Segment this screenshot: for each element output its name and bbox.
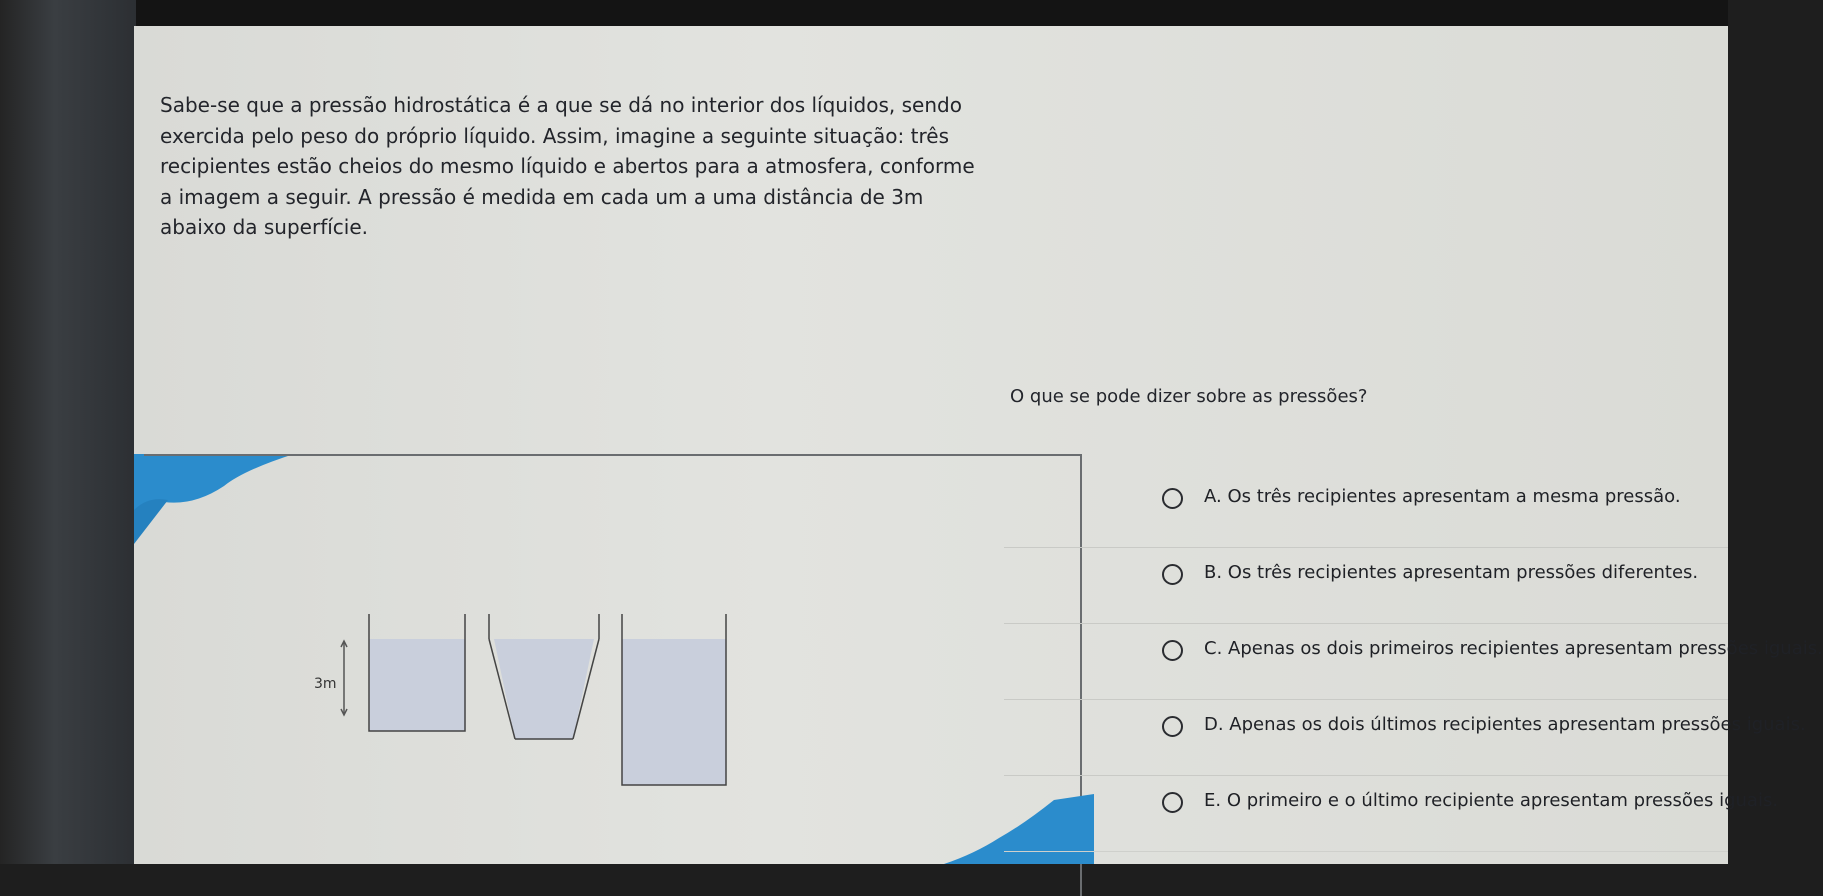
option-a-label: A. Os três recipientes apresentam a mesma pressão.: [1204, 486, 1681, 507]
radio-icon[interactable]: [1162, 640, 1183, 661]
option-d[interactable]: [1004, 700, 1806, 776]
radio-icon[interactable]: [1162, 792, 1183, 813]
radio-icon[interactable]: [1162, 564, 1183, 585]
option-e-label: E. O primeiro e o último recipiente apresentam pressões iguais.: [1204, 790, 1779, 811]
subquestion-text: O que se pode dizer sobre as pressões?: [1010, 386, 1368, 407]
option-d-label: D. Apenas os dois últimos recipientes apresentam pressões iguais.: [1204, 714, 1806, 735]
depth-arrow: [341, 641, 347, 715]
answer-options: [1004, 472, 1823, 852]
option-c-label: C. Apenas os dois primeiros recipientes apresentam pressões iguais.: [1204, 638, 1823, 659]
container-trapezoidal: [489, 614, 599, 739]
option-a[interactable]: [1004, 472, 1728, 548]
depth-label: 3m: [314, 676, 337, 692]
option-b-label: B. Os três recipientes apresentam pressões diferentes.: [1204, 562, 1699, 583]
option-b[interactable]: [1004, 548, 1728, 624]
container-rectangular: [369, 614, 465, 731]
containers-diagram: [304, 596, 774, 796]
question-text: Sabe-se que a pressão hidrostática é a que se dá no interior dos líquidos, sendo exercida pelo peso do próprio líquido. Assim, imagine a seguinte situação: três recipientes estão cheios do mesmo líquido e abertos para a atmosfera, conforme a imagem a seguir. A pressão é medida em cada um a uma distância de 3m abaixo da superfície.: [160, 93, 975, 239]
radio-icon[interactable]: [1162, 716, 1183, 737]
option-c[interactable]: [1004, 624, 1823, 700]
monitor-bezel-left: [0, 0, 136, 864]
monitor-bezel-top: [0, 0, 1728, 26]
option-e[interactable]: [1004, 776, 1779, 852]
screen: [134, 26, 1823, 864]
container-tall: [622, 614, 726, 785]
radio-icon[interactable]: [1162, 488, 1183, 509]
